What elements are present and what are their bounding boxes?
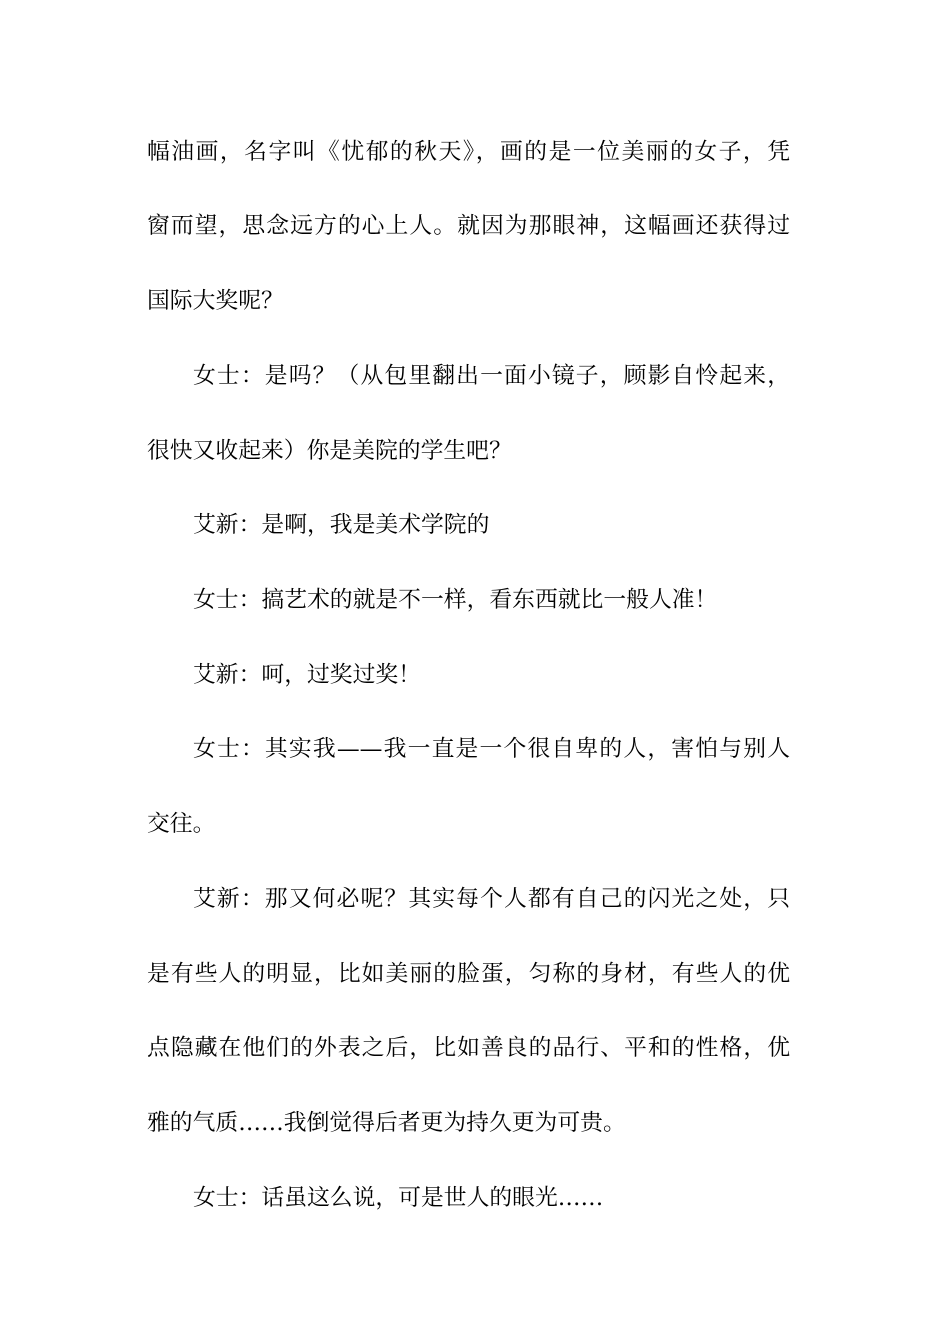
dialogue-line: 女士：是吗？（从包里翻出一面小镜子，顾影自怜起来， bbox=[193, 363, 790, 389]
dialogue-line: 女士：搞艺术的就是不一样，看东西就比一般人准！ bbox=[193, 587, 718, 613]
dialogue-line: 艾新：是啊，我是美术学院的 bbox=[193, 512, 490, 538]
text-line: 窗而望，思念远方的心上人。就因为那眼神，这幅画还获得过 bbox=[147, 213, 790, 239]
text-line: 点隐藏在他们的外表之后，比如善良的品行、平和的性格，优 bbox=[147, 1035, 790, 1061]
text-line: 交往。 bbox=[147, 811, 216, 837]
dialogue-line: 艾新：那又何必呢？其实每个人都有自己的闪光之处，只 bbox=[193, 886, 790, 912]
text-line: 雅的气质……我倒觉得后者更为持久更为可贵。 bbox=[147, 1110, 626, 1136]
text-line: 很快又收起来）你是美院的学生吧？ bbox=[147, 438, 512, 464]
dialogue-line: 艾新：呵，过奖过奖！ bbox=[193, 662, 421, 688]
text-line: 幅油画，名字叫《忧郁的秋天》，画的是一位美丽的女子，凭 bbox=[147, 139, 790, 165]
text-line: 是有些人的明显，比如美丽的脸蛋，匀称的身材，有些人的优 bbox=[147, 961, 790, 987]
document-page bbox=[147, 0, 790, 1344]
dialogue-line: 女士：其实我——我一直是一个很自卑的人，害怕与别人 bbox=[193, 736, 790, 762]
text-line: 国际大奖呢？ bbox=[147, 288, 284, 314]
dialogue-line: 女士：话虽这么说，可是世人的眼光…… bbox=[193, 1185, 604, 1211]
